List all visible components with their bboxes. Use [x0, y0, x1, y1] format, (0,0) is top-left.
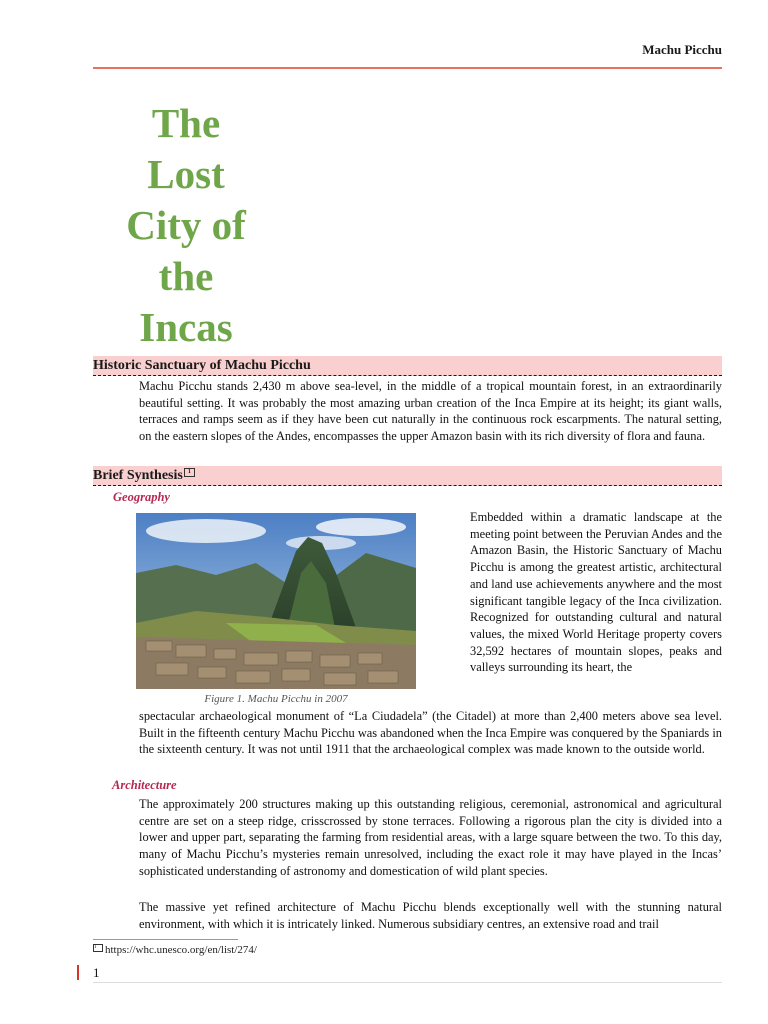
- footnote-marker-icon: 1: [93, 944, 103, 952]
- header-rule: [93, 67, 722, 69]
- paragraph-historic: Machu Picchu stands 2,430 m above sea-level, in the middle of a tropical mountain forest, in an extraordinarily beautiful setting. It was probably the most amazing urban creation of the Inca Empire at its height; its giant walls, terraces and ramps seem as if they have been cut naturally in the continuous rock escarpments. The natural setting, on the eastern slopes of the Andes, encompasses the upper Amazon basin with its rich diversity of flora and fauna.: [139, 379, 722, 444]
- title-line: The: [151, 100, 221, 146]
- title-line: the: [158, 253, 214, 299]
- paragraph-architecture-2: The massive yet refined architecture of Machu Picchu blends exceptionally well with the stunning natural environment, with which it is intricately linked. Numerous subsidiary centres, an extensive road and trail: [139, 900, 722, 931]
- paragraph-geography-continued: spectacular archaeological monument of “La Ciudadela” (the Citadel) at more than 2,400 meters above sea level. Built in the fifteenth century Machu Picchu was abandoned when the Inca Empire was conquered by the Spaniards in the sixteenth century. It was not until 1911 that the archaeological complex was made known to the outside world.: [139, 709, 722, 757]
- title-line: Lost: [147, 151, 225, 197]
- running-header: Machu Picchu: [642, 42, 722, 57]
- section-heading-text: Brief Synthesis: [93, 468, 183, 483]
- footnote-link[interactable]: https://whc.unesco.org/en/list/274/: [105, 944, 257, 956]
- paragraph-geography-float: Embedded within a dramatic landscape at the meeting point between the Peruvian Andes and the Amazon Basin, the Historic Sanctuary of Machu Picchu is among the greatest artistic, architectural and land use achievements anywhere and the most significant tangible legacy of the Inca civilization. Recognized for outstanding cultural and natural values, the mixed World Heritage property covers 32,592 hectares of mountain slopes, peaks and valleys surrounding its heart, the: [470, 510, 722, 675]
- footnote: [93, 944, 257, 956]
- bottom-rule: [93, 982, 722, 983]
- paragraph-architecture-1: The approximately 200 structures making up this outstanding religious, ceremonial, astronomical and agricultural centre are set on a steep ridge, crisscrossed by stone terraces. Following a rigorous plan the city is divided into a lower and upper part, separating the farming from residential areas, with a large square between the two. To this day, many of Machu Picchu’s mysteries remain unresolved, including the exact role it may have played in the Incas’ sophisticated understanding of astronomy and domestication of wild plant species.: [139, 797, 722, 878]
- page-marker: [77, 965, 79, 980]
- machu-picchu-photo: [136, 513, 416, 689]
- footnote-rule: [93, 939, 238, 940]
- subheading-geography: Geography: [113, 490, 170, 504]
- section-heading-synthesis: [93, 466, 722, 486]
- title-line: City of: [126, 202, 246, 248]
- page-number: 1: [93, 965, 100, 980]
- subheading-architecture: Architecture: [112, 778, 177, 792]
- section-heading-historic: [93, 356, 722, 376]
- title-line: Incas: [139, 304, 233, 350]
- figure-caption: Figure 1. Machu Picchu in 2007: [204, 693, 348, 705]
- section-heading-text: Historic Sanctuary of Machu Picchu: [93, 358, 311, 373]
- document-title: [92, 98, 280, 353]
- footnote-marker-icon[interactable]: 1: [184, 468, 195, 477]
